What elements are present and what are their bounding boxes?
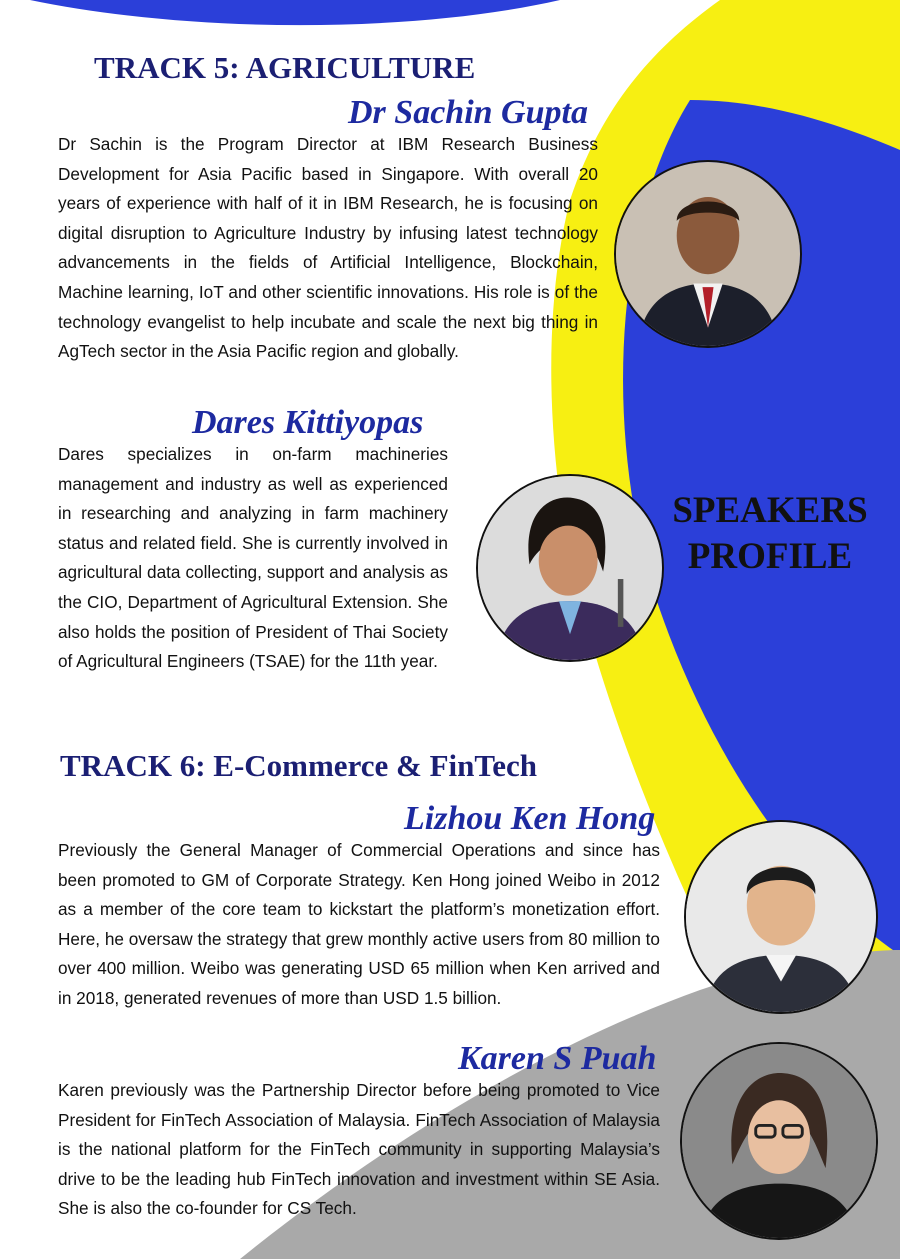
speaker-bio-dares-kittiyopas: Dares specializes in on-farm machineries management and industry as well as experienced in researching and analyzing in farm machinery status and related field. She is currently involved in agricultural data collecting, support and analysis as the CIO, Department of Agricultural Extension. She also holds the position of President of Thai Society of Agricultural Engineers (TSAE) for the 11th year. (58, 444, 448, 672)
speaker-name-lizhou-ken-hong: Lizhou Ken Hong (404, 800, 656, 837)
speakers-heading-line1: SPEAKERS (672, 490, 868, 531)
speaker-bio-karen-s-puah: Karen previously was the Partnership Director before being promoted to Vice President for FinTech Association of Malaysia. FinTech Association of Malaysia is the national platform for the FinTech community in supporting Malaysia’s drive to be the leading hub FinTech innovation and investment within SE Asia. She is also the co-founder for CS Tech. (58, 1080, 660, 1219)
track-5-title: TRACK 5: AGRICULTURE (94, 50, 476, 85)
top-blue-band (30, 0, 560, 25)
speaker-photo-karen-s-puah (680, 1042, 878, 1240)
speaker-photo-dares-kittiyopas (476, 474, 664, 662)
speakers-profile-heading (640, 488, 900, 580)
speaker-photo-lizhou-ken-hong (684, 820, 878, 1014)
speaker-name-dares-kittiyopas: Dares Kittiyopas (192, 404, 424, 441)
speaker-name-karen-s-puah: Karen S Puah (458, 1040, 657, 1077)
speaker-bio-lizhou-ken-hong: Previously the General Manager of Commercial Operations and since has been promoted to GM of Corporate Strategy. Ken Hong joined Weibo in 2012 as a member of the core team to kickstart the platform’s monetization effort. Here, he oversaw the strategy that grew monthly active users from 80 million to over 400 million. Weibo was generating USD 65 million when Ken arrived and in 2018, generated revenues of more than USD 1.5 billion. (58, 840, 660, 1008)
speakers-heading-line2: PROFILE (687, 536, 853, 577)
track-6-title: TRACK 6: E-Commerce & FinTech (60, 748, 537, 783)
speaker-name-sachin-gupta: Dr Sachin Gupta (348, 94, 588, 131)
speaker-bio-sachin-gupta: Dr Sachin is the Program Director at IBM Research Business Development for Asia Pacific based in Singapore. With overall 20 years of experience with half of it in IBM Research, he is focusing on digital disruption to Agriculture Industry by infusing latest technology advancements in the fields of Artificial Intelligence, Blockchain, Machine learning, IoT and other scientific innovations. His role is of the technology evangelist to help incubate and scale the next big thing in AgTech sector in the Asia Pacific region and globally. (58, 134, 598, 362)
speaker-photo-sachin-gupta (614, 160, 802, 348)
